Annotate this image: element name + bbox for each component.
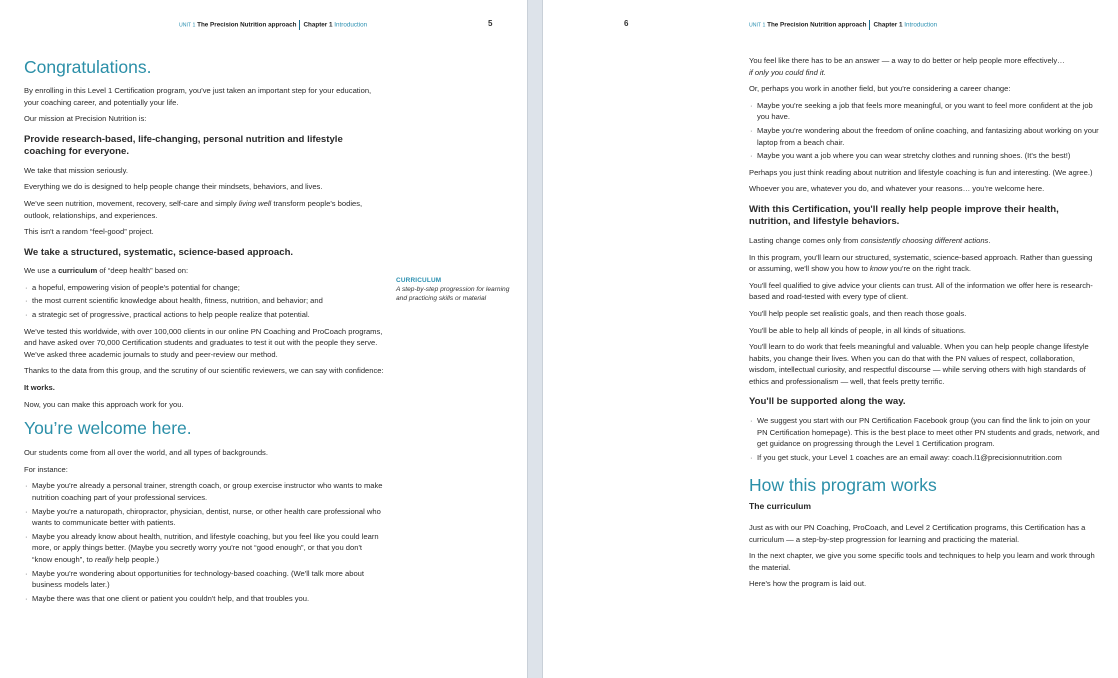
- paragraph: Perhaps you just think reading about nutrition and lifestyle coaching is fun and interesting. (We agree.): [749, 167, 1093, 177]
- subheading-curriculum: The curriculum: [749, 501, 812, 512]
- text: .: [988, 235, 991, 245]
- paragraph: [749, 235, 1101, 247]
- text: of “deep health” based on:: [97, 266, 189, 276]
- page-5: [0, 0, 527, 678]
- paragraph: Now, you can make this approach work for you.: [24, 399, 184, 409]
- paragraph: For instance:: [24, 464, 68, 474]
- header-unit: UNIT 1: [749, 22, 766, 29]
- emphasis: really: [94, 554, 114, 564]
- heading-supported: You'll be supported along the way.: [749, 396, 906, 408]
- text: We use a: [24, 266, 59, 276]
- right-body: [749, 55, 1101, 595]
- header-divider: [869, 20, 870, 30]
- list-item: · We suggest you start with our PN Certification Facebook group (you can find the link to join on your PN Certification homepage). This is the best place to meet other PN students and grads, network, and get guidance on progressing through the Level 1 Certification program.: [749, 415, 1101, 450]
- text: Maybe you already know about health, nutrition, and lifestyle coaching, but you feel like you could learn more, or apply things better. (Maybe you secretly worry you're not “good enough”, or that you don't “know enough”, to: [32, 531, 379, 564]
- header-unit-title: The Precision Nutrition approach: [197, 21, 297, 29]
- heading-approach: We take a structured, systematic, science-based approach.: [24, 246, 294, 258]
- curriculum-term: curriculum: [58, 266, 98, 276]
- paragraph: We take that mission seriously.: [24, 165, 128, 175]
- running-header: [749, 20, 937, 30]
- paragraph: In the next chapter, we give you some specific tools and techniques to help you learn and work through the material.: [749, 551, 1095, 572]
- paragraph: [749, 252, 1101, 275]
- paragraph: [24, 265, 384, 277]
- paragraph: Everything we do is designed to help people change their mindsets, behaviors, and lives.: [24, 182, 323, 192]
- heading-welcome: You’re welcome here.: [24, 418, 192, 439]
- list-item: · the most current scientific knowledge about health, fitness, nutrition, and behavior; and: [24, 295, 384, 307]
- text: You feel like there has to be an answer — a way to do better or help people more effectively…: [749, 56, 1065, 65]
- support-list: [749, 415, 1101, 463]
- header-unit: UNIT 1: [179, 22, 196, 29]
- list-item: · Maybe there was that one client or patient you couldn't help, and that troubles you.: [24, 593, 384, 605]
- paragraph: [24, 198, 384, 221]
- list-item: · Maybe you want a job where you can wear stretchy clothes and running shoes. (It's the best!): [749, 150, 1101, 162]
- paragraph: Whoever you are, whatever you do, and whatever your reasons… you're welcome here.: [749, 184, 1045, 194]
- list-item: [24, 531, 384, 566]
- welcome-list: [24, 480, 384, 604]
- list-item: · Maybe you're already a personal trainer, strength coach, or group exercise instructor who wants to make nutrition coaching part of your professional services.: [24, 480, 384, 503]
- emphasis: if only you could find it.: [749, 67, 826, 77]
- page-gutter: [527, 0, 543, 678]
- margin-note-term: CURRICULUM: [396, 277, 442, 284]
- paragraph: Just as with our PN Coaching, ProCoach, and Level 2 Certification programs, this Certification has a curriculum — a step-by-step progression for learning and practicing the material.: [749, 522, 1086, 544]
- page-6: [543, 0, 1118, 678]
- list-item: · a hopeful, empowering vision of people's potential for change;: [24, 282, 384, 294]
- paragraph: Here's how the program is laid out.: [749, 579, 867, 589]
- header-divider: [299, 20, 300, 30]
- heading-congratulations: Congratulations.: [24, 57, 152, 77]
- heading-how-program-works: How this program works: [749, 475, 937, 496]
- page-number: 5: [488, 19, 493, 28]
- paragraph: Our students come from all over the world, and all types of backgrounds.: [24, 448, 268, 458]
- header-chapter-title: Introduction: [904, 21, 938, 29]
- career-list: [749, 100, 1101, 162]
- paragraph: It works.: [24, 383, 55, 392]
- paragraph: You'll feel qualified to give advice your clients can trust. All of the information we offer here is research-based and road-tested with every type of client.: [749, 280, 1093, 302]
- paragraph: By enrolling in this Level 1 Certification program, you've just taken an important step for your education, your coaching career, and potentially your life.: [24, 86, 372, 107]
- text: Lasting change comes only from: [749, 235, 861, 245]
- margin-note-definition: A step-by-step progression for learning and practicing skills or material: [396, 286, 510, 302]
- list-item: · a strategic set of progressive, practical actions to help people realize that potential.: [24, 309, 384, 321]
- paragraph: Thanks to the data from this group, and the scrutiny of our scientific reviewers, we can say with confidence:: [24, 366, 384, 376]
- text: transform people's bodies, outlook, relationships, and experiences.: [24, 198, 363, 220]
- paragraph: We've tested this worldwide, with over 100,000 clients in our online PN Coaching and ProCoach programs, and have asked over 70,000 Certification students and graduates to test it out with the people they serve. We've asked three academic journals to study and peer-review our method.: [24, 326, 383, 359]
- paragraph: Our mission at Precision Nutrition is:: [24, 114, 147, 124]
- left-body: [24, 57, 384, 609]
- list-item: · Maybe you're seeking a job that feels more meaningful, or you want to feel more confident at the job you have.: [749, 100, 1101, 123]
- paragraph: You'll learn to do work that feels meaningful and valuable. When you can help people change lifestyle habits, you change their lives. When you can do that with the PN values of respect, collaboration, wisdom, intellectual curiosity, and respectful discourse — while serving others with high standards of ethics and professionalism — well, that feels pretty terrific.: [749, 342, 1089, 386]
- running-header: [179, 20, 367, 30]
- paragraph: This isn't a random “feel-good” project.: [24, 227, 154, 237]
- list-item: · If you get stuck, your Level 1 coaches are an email away: coach.l1@precisionnutrition.com: [749, 452, 1101, 464]
- paragraph: [749, 55, 1101, 78]
- list-item: · Maybe you're a naturopath, chiropractor, physician, dentist, nurse, or other health care professional who wants to communicate better with patients.: [24, 506, 384, 529]
- text: We've seen nutrition, movement, recovery, self-care and simply: [24, 198, 239, 208]
- text: help people.): [113, 554, 160, 564]
- heading-certification: With this Certification, you'll really help people improve their health, nutrition, and lifestyle behaviors.: [749, 203, 1059, 228]
- paragraph: You'll be able to help all kinds of people, in all kinds of situations.: [749, 325, 966, 335]
- header-chapter-title: Introduction: [334, 21, 368, 29]
- text: In this program, you'll learn our structured, systematic, science-based approach. Rather than guessing or assuming, we'll show you how to: [749, 252, 1093, 274]
- paragraph: You'll help people set realistic goals, and then reach those goals.: [749, 308, 967, 318]
- paragraph: Or, perhaps you work in another field, but you're considering a career change:: [749, 84, 1011, 94]
- header-chapter: Chapter 1: [303, 21, 333, 29]
- list-item: · Maybe you're wondering about the freedom of online coaching, and fantasizing about working on your laptop from a beach chair.: [749, 125, 1101, 148]
- emphasis: living well: [238, 198, 272, 208]
- list-item: · Maybe you're wondering about opportunities for technology-based coaching. (We'll talk more about business models later.): [24, 568, 384, 591]
- header-unit-title: The Precision Nutrition approach: [767, 21, 867, 29]
- emphasis: consistently choosing different actions: [860, 235, 989, 245]
- header-chapter: Chapter 1: [873, 21, 903, 29]
- mission-statement: Provide research-based, life-changing, personal nutrition and lifestyle coaching for everyone.: [24, 133, 343, 158]
- approach-list: [24, 282, 384, 321]
- text: you're on the right track.: [887, 264, 971, 274]
- page-number: 6: [624, 19, 629, 28]
- emphasis: know: [869, 264, 888, 274]
- margin-note-curriculum: [396, 276, 516, 303]
